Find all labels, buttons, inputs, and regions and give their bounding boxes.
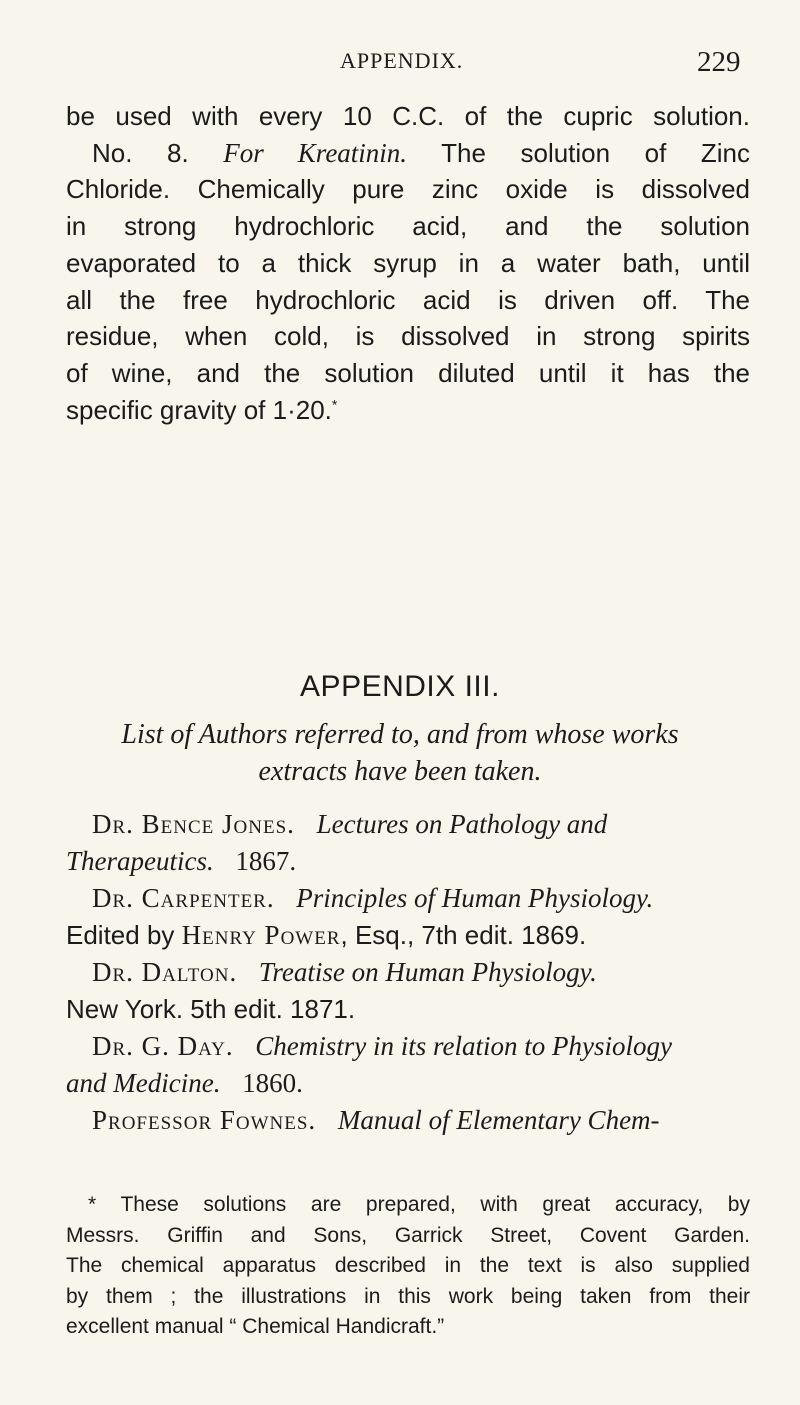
text-line: in strong hydrochloric acid, and the solution [66,211,750,242]
entry-line [66,806,750,843]
author-name: Dr. G. Day. [92,1031,234,1061]
footnote-line: excellent manual “ Chemical Handicraft.” [66,1315,445,1338]
author-list [66,806,750,1139]
footnote-marker: * [88,1193,97,1216]
work-details: 1860. [242,1068,303,1098]
author-entry [66,1028,750,1102]
work-details: 1867. [235,846,297,876]
work-title: Chemistry in its relation to Physiology [255,1031,673,1061]
text-line [66,135,750,172]
entry-line [66,1102,750,1139]
author-entry [66,806,750,880]
editor-name: Henry Power [181,920,341,950]
section-subtitle [40,716,760,790]
page-number: 229 [697,46,741,78]
text-segment: These solutions are prepared, with great accuracy, by [120,1193,750,1216]
item-heading: For Kreatinin. [223,137,408,168]
footnote-line: The chemical apparatus described in the text is also supplied [66,1254,750,1277]
text-line: be used with every 10 C.C. of the cupric solution. [66,101,750,131]
text-line: of wine, and the solution diluted until it has the [66,357,750,388]
author-entry [66,1102,750,1139]
footnote-line [66,1190,750,1221]
author-name: Dr. Carpenter. [92,883,275,913]
work-title: and Medicine. [66,1068,221,1098]
author-entry [66,954,750,1028]
text-segment: Edited by [66,920,182,950]
author-name: Dr. Bence Jones. [92,809,295,839]
work-title: Therapeutics. [66,846,214,876]
work-details: , Esq., 7th edit. 1869. [340,920,587,950]
text-line: all the free hydrochloric acid is driven off. The [66,284,750,315]
entry-line [66,1065,750,1102]
text-line: Chloride. Chemically pure zinc oxide is dissolved [66,174,750,205]
work-details: New York. 5th edit. 1871. [66,994,356,1024]
author-name: Dr. Dalton. [92,957,238,987]
footnote-line: Messrs. Griffin and Sons, Garrick Street, Covent Garden. [66,1223,750,1247]
work-title: Lectures on Pathology and [316,809,608,839]
text-line [66,392,750,429]
work-title: Manual of Elementary Chem- [337,1105,660,1135]
body-paragraph [66,98,750,428]
entry-line [66,991,750,1028]
work-title: Principles of Human Physiology. [296,883,654,913]
running-head: APPENDIX. [340,48,464,73]
footnote-marker: * [331,395,338,412]
entry-line [66,954,750,991]
section-title: APPENDIX III. [300,670,500,703]
text-line: residue, when cold, is dissolved in strong spirits [66,321,750,352]
entry-line [66,1028,750,1065]
footnote-line: by them ; the illustrations in this work being taken from their [66,1284,750,1308]
subtitle-line: List of Authors referred to, and from whose works [121,719,679,750]
text-line: evaporated to a thick syrup in a water bath, until [66,247,750,278]
item-number: No. 8. [92,137,224,168]
author-entry [66,880,750,954]
entry-line [66,880,750,917]
entry-line [66,917,750,954]
text-segment: specific gravity of 1·20. [66,394,332,425]
author-name: Professor Fownes. [92,1105,317,1135]
work-title: Treatise on Human Physiology. [258,957,597,987]
subtitle-line: extracts have been taken. [258,756,542,787]
footnote [66,1190,750,1343]
text-segment: The solution of Zinc [407,137,750,168]
entry-line [66,843,750,880]
